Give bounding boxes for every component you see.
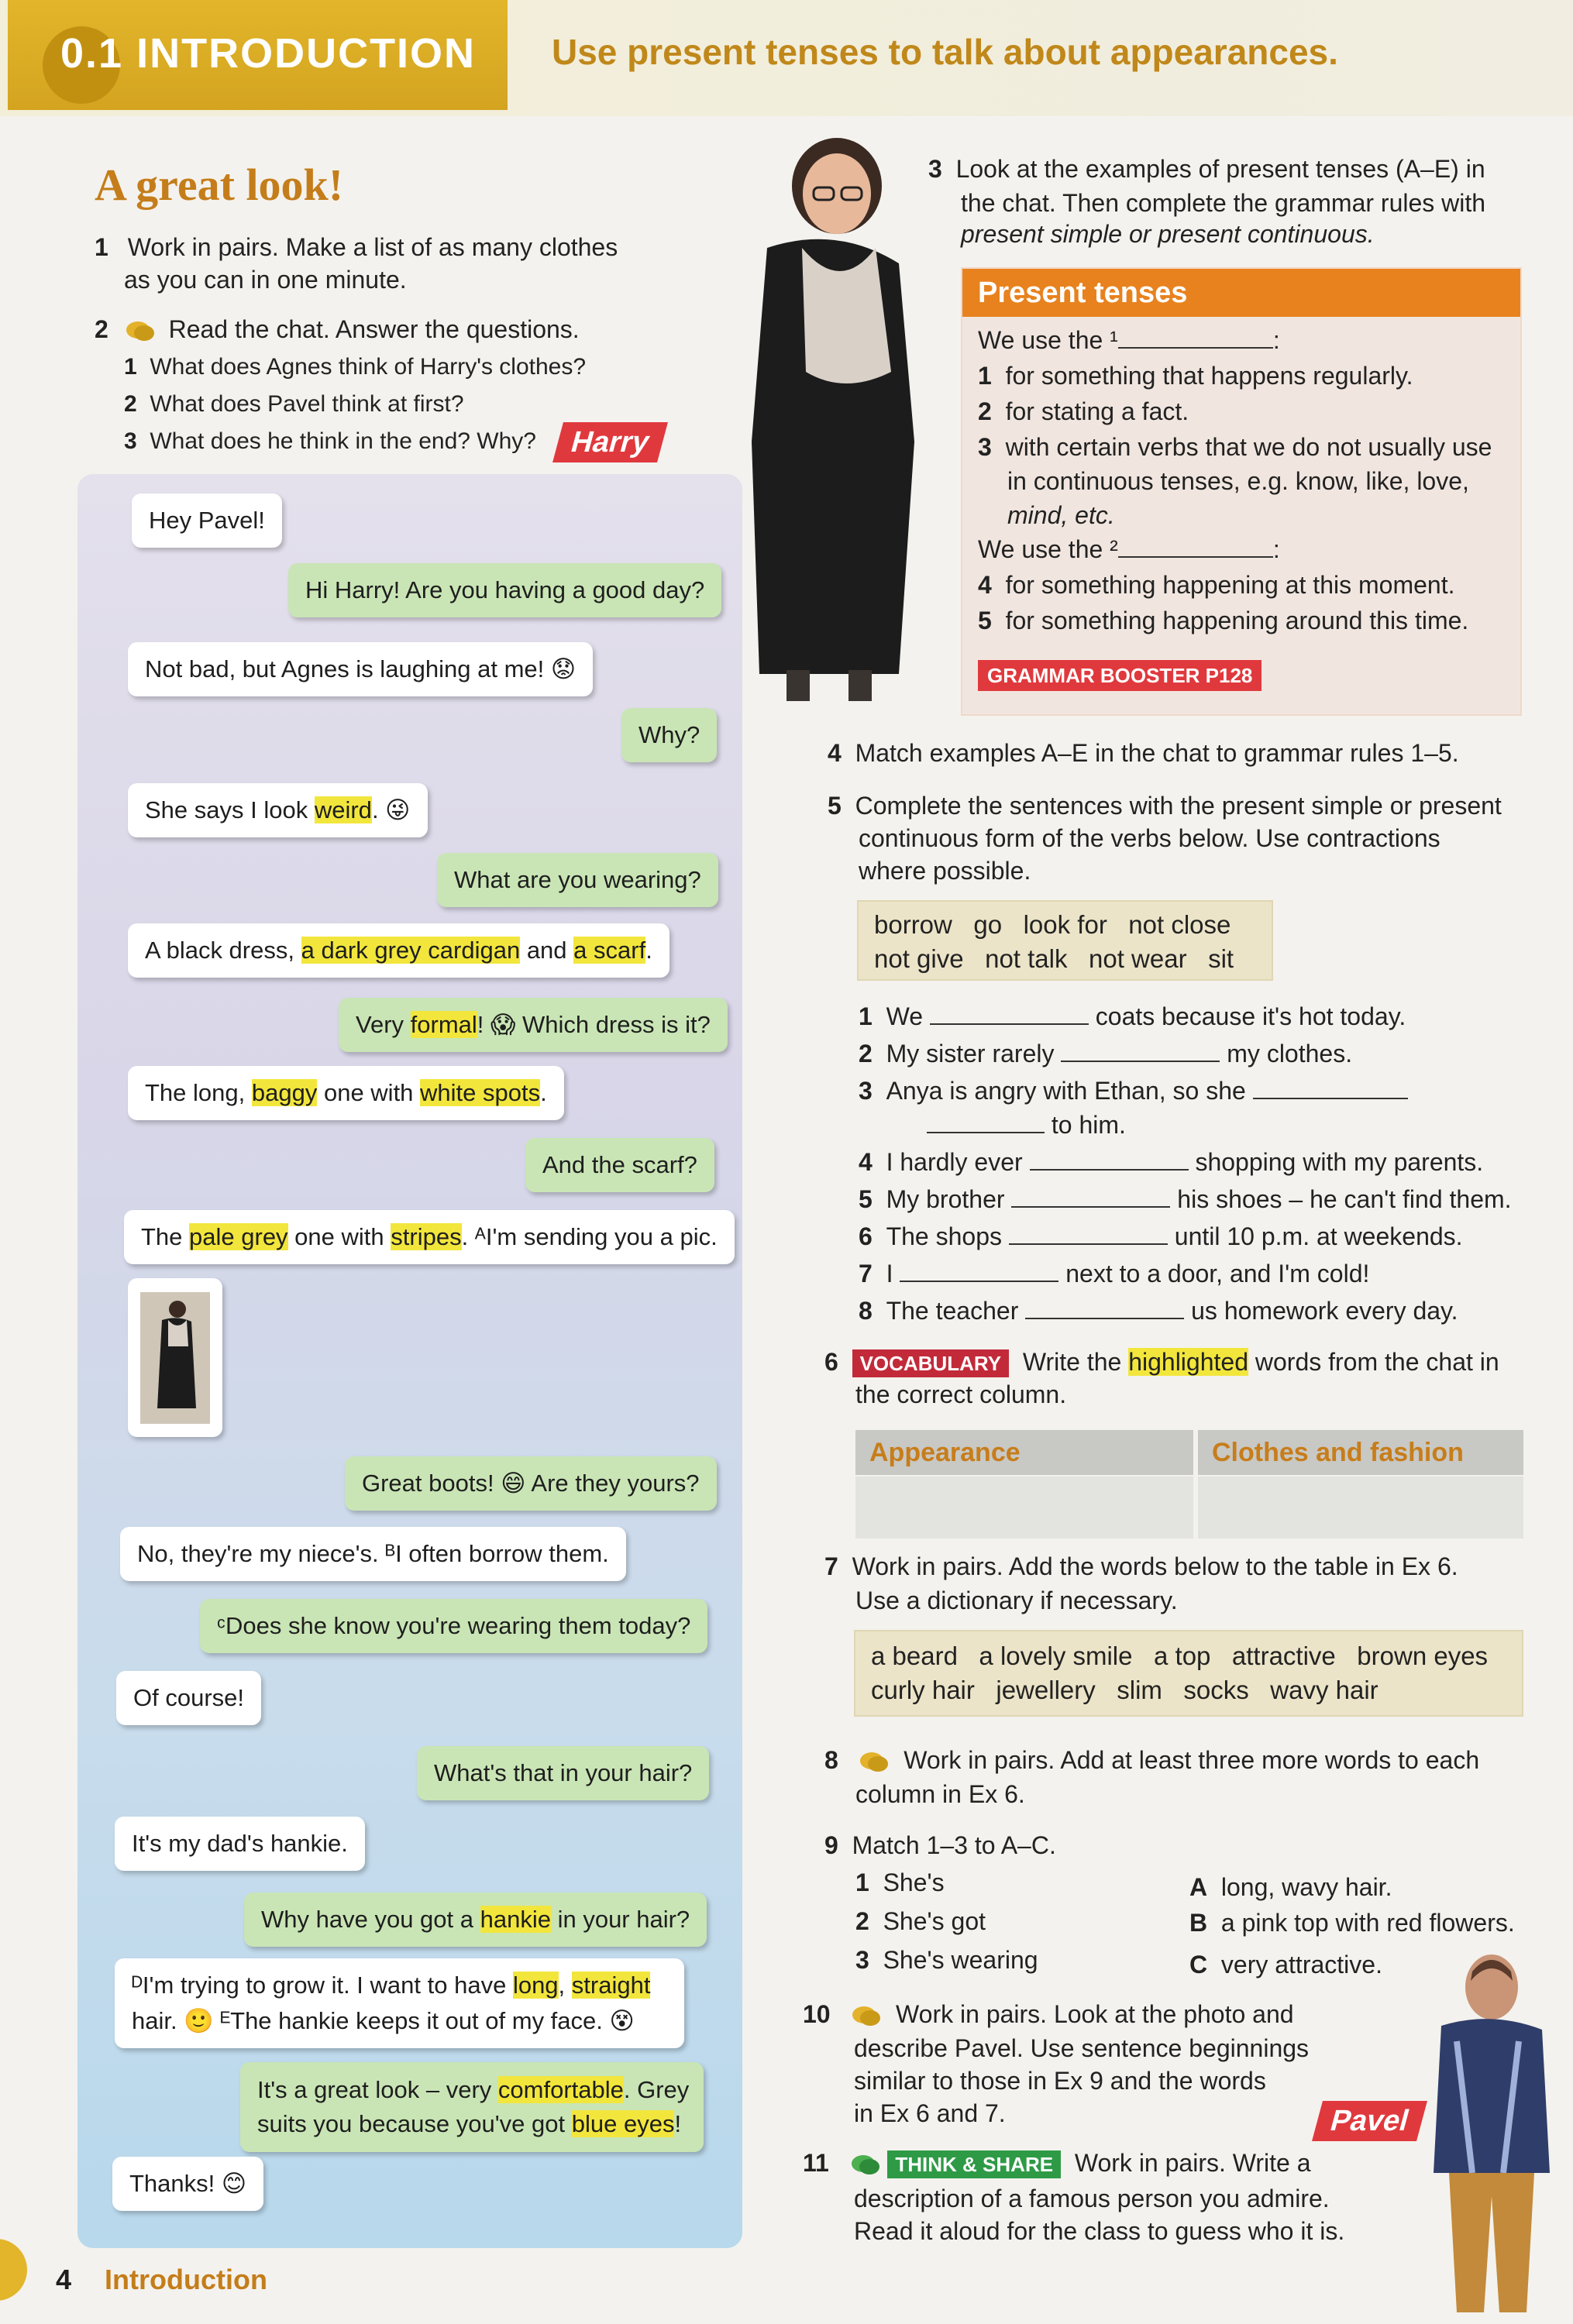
word-row: a beard a lovely smile a top attractive brown eyes <box>871 1642 1489 1670</box>
sentence: 8 The teacher us homework every day. <box>859 1294 1458 1328</box>
match-right: A long, wavy hair. <box>1189 1873 1392 1901</box>
speech-bubble-icon <box>851 2004 882 2029</box>
grammar-booster-link[interactable]: GRAMMAR BOOSTER P128 <box>978 660 1261 691</box>
word-row: borrow go look for not close <box>874 910 1231 939</box>
chat-message: She says I look weird. 😜 <box>128 783 428 837</box>
chat-message: Thanks! 😊 <box>112 2157 263 2211</box>
grammar-use-1: We use the ¹ : <box>978 323 1280 357</box>
exercise-number: 2 <box>95 315 108 343</box>
grammar-rule-cont: mind, etc. <box>1007 501 1115 529</box>
page-number: 4 <box>56 2264 72 2295</box>
chat-message: The pale grey one with stripes. ᴬI'm sending you a pic. <box>124 1210 735 1264</box>
footer-section: Introduction <box>105 2264 267 2295</box>
chat-message: Hi Harry! Are you having a good day? <box>288 563 721 617</box>
chat-message: Not bad, but Agnes is laughing at me! 😟 <box>128 642 593 696</box>
page-header <box>0 0 1573 116</box>
speech-bubble-icon <box>125 319 156 344</box>
grammar-rule-cont: in continuous tenses, e.g. know, like, love, <box>1007 467 1469 495</box>
chat-message: Hey Pavel! <box>132 493 282 548</box>
vocab-word-box <box>854 1630 1523 1717</box>
answer-blank[interactable] <box>1025 1294 1184 1319</box>
pavel-photo <box>1410 1941 1565 2324</box>
vocabulary-tag: VOCABULARY <box>852 1349 1009 1377</box>
exercise-11-line3: Read it aloud for the class to guess who it is. <box>854 2217 1345 2245</box>
match-right: C very attractive. <box>1189 1951 1382 1978</box>
answer-blank[interactable] <box>1009 1220 1168 1245</box>
chat-message: ᶜDoes she know you're wearing them today? <box>200 1599 707 1653</box>
chat-photo-message[interactable] <box>128 1278 222 1437</box>
exercise-6: 6 VOCABULARY Write the highlighted words from the chat in <box>824 1348 1499 1376</box>
exercise-2 <box>95 312 580 346</box>
exercise-3-line3: present simple or present continuous. <box>961 220 1375 248</box>
answer-blank[interactable] <box>930 1000 1089 1025</box>
grammar-rule: 1 for something that happens regularly. <box>978 362 1413 390</box>
table-header-clothes: Clothes and fashion <box>1198 1430 1523 1475</box>
sentence-cont: to him. <box>927 1108 1126 1142</box>
exercise-1-line2: as you can in one minute. <box>124 266 407 294</box>
header-tab <box>8 0 508 110</box>
grammar-rule: 4 for something happening at this moment. <box>978 571 1455 599</box>
exercise-1 <box>95 230 618 264</box>
exercise-11-line2: description of a famous person you admire. <box>854 2185 1330 2212</box>
question-2: 2 What does Pavel think at first? <box>124 391 464 417</box>
chat-message: And the scarf? <box>525 1138 714 1192</box>
exercise-number: 1 <box>95 233 108 261</box>
exercise-7: 7 Work in pairs. Add the words below to the table in Ex 6. <box>824 1552 1458 1580</box>
match-left: 1 She's <box>855 1868 945 1896</box>
exercise-9: 9 Match 1–3 to A–C. <box>824 1831 1056 1859</box>
table-cell-clothes[interactable] <box>1198 1477 1523 1538</box>
exercise-3-line2: the chat. Then complete the grammar rules with <box>961 189 1486 217</box>
grammar-box-title: Present tenses <box>962 269 1520 317</box>
sentence: 3 Anya is angry with Ethan, so she <box>859 1074 1408 1108</box>
unit-number: 0.1 <box>60 30 124 77</box>
exercise-5-line2: continuous form of the verbs below. Use contractions <box>859 824 1440 852</box>
exercise-10-line4: in Ex 6 and 7. <box>854 2099 1006 2127</box>
exercise-10: 10 Work in pairs. Look at the photo and <box>803 2000 1294 2028</box>
lesson-aim: Use present tenses to talk about appearances. <box>552 32 1338 72</box>
chat-message: The long, baggy one with white spots. <box>128 1066 564 1120</box>
unit-title <box>60 29 476 77</box>
chat-message: What are you wearing? <box>437 853 718 907</box>
sentence: 7 I next to a door, and I'm cold! <box>859 1257 1369 1291</box>
answer-blank[interactable] <box>927 1109 1045 1133</box>
speech-bubble-icon <box>850 2153 881 2178</box>
match-left: 2 She's got <box>855 1907 986 1935</box>
sentence: 6 The shops until 10 p.m. at weekends. <box>859 1219 1463 1253</box>
exercise-4: 4 Match examples A–E in the chat to grammar rules 1–5. <box>828 739 1459 767</box>
answer-blank[interactable] <box>1030 1146 1189 1171</box>
harry-photo <box>666 116 922 724</box>
think-share-tag: THINK & SHARE <box>887 2150 1061 2178</box>
exercise-3: 3 Look at the examples of present tenses (A–E) in <box>928 155 1485 183</box>
exercise-8: 8 Work in pairs. Add at least three more words to each <box>824 1746 1480 1774</box>
grammar-use-2: We use the ² : <box>978 532 1280 566</box>
chat-message: A black dress, a dark grey cardigan and a scarf. <box>128 923 669 978</box>
exercise-5: 5 Complete the sentences with the present simple or present <box>828 792 1502 820</box>
chat-message: What's that in your hair? <box>417 1746 709 1800</box>
exercise-text: Work in pairs. Make a list of as many clothes <box>127 233 618 261</box>
grammar-box <box>961 267 1522 716</box>
grammar-rule: 5 for something happening around this time. <box>978 607 1469 634</box>
harry-thumbnail <box>140 1292 210 1424</box>
match-right: B a pink top with red flowers. <box>1189 1909 1515 1937</box>
table-header-appearance: Appearance <box>855 1430 1193 1475</box>
exercise-7-line2: Use a dictionary if necessary. <box>855 1587 1178 1614</box>
answer-blank[interactable] <box>1061 1037 1220 1062</box>
question-1: 1 What does Agnes think of Harry's clothes? <box>124 354 587 380</box>
exercise-5-line3: where possible. <box>859 857 1031 885</box>
exercise-6-line2: the correct column. <box>855 1380 1067 1408</box>
match-left: 3 She's wearing <box>855 1946 1038 1974</box>
harry-name-tag: Harry <box>552 422 668 462</box>
exercise-8-line2: column in Ex 6. <box>855 1780 1025 1808</box>
grammar-rule: 3 with certain verbs that we do not usually use <box>978 433 1492 461</box>
chat-message: Why? <box>621 708 717 762</box>
chat-message: Why have you got a hankie in your hair? <box>244 1893 707 1947</box>
answer-blank[interactable] <box>1253 1074 1408 1099</box>
chat-message: Of course! <box>116 1671 261 1725</box>
exercise-11: 11 THINK & SHARE Work in pairs. Write a <box>803 2149 1311 2177</box>
lesson-title: A great look! <box>95 160 344 210</box>
page-corner-tab <box>0 2239 27 2301</box>
chat-message: No, they're my niece's. ᴮI often borrow them. <box>120 1527 626 1581</box>
pavel-name-tag: Pavel <box>1312 2101 1427 2141</box>
exercise-10-line2: describe Pavel. Use sentence beginnings <box>854 2034 1310 2062</box>
question-3: 3 What does he think in the end? Why? <box>124 428 536 454</box>
word-row: curly hair jewellery slim socks wavy hair <box>871 1676 1379 1704</box>
grammar-rule: 2 for stating a fact. <box>978 397 1189 425</box>
verb-word-box <box>857 900 1273 981</box>
sentence: 2 My sister rarely my clothes. <box>859 1037 1352 1071</box>
answer-blank[interactable] <box>1011 1183 1170 1208</box>
word-row: not give not talk not wear sit <box>874 944 1234 973</box>
speech-bubble-icon <box>859 1750 890 1775</box>
chat-message: It's my dad's hankie. <box>115 1817 365 1871</box>
sentence: 5 My brother his shoes – he can't find them. <box>859 1182 1512 1216</box>
unit-name: INTRODUCTION <box>136 30 477 77</box>
answer-blank[interactable] <box>900 1257 1058 1282</box>
chat-message: Great boots! 😄 Are they yours? <box>345 1456 717 1511</box>
sentence: 4 I hardly ever shopping with my parents. <box>859 1145 1483 1179</box>
table-cell-appearance[interactable] <box>855 1477 1193 1538</box>
sentence: 1 We coats because it's hot today. <box>859 999 1406 1033</box>
chat-message: Very formal! 😱 Which dress is it? <box>339 998 728 1052</box>
exercise-10-line3: similar to those in Ex 9 and the words <box>854 2067 1266 2095</box>
exercise-text: Read the chat. Answer the questions. <box>168 315 580 343</box>
chat-message: It's a great look – very comfortable. Grey suits you because you've got blue eyes! <box>240 2062 704 2152</box>
chat-message: ᴰI'm trying to grow it. I want to have long, straight hair. 🙂 ᴱThe hankie keeps it out of my face. 😵 <box>115 1958 684 2048</box>
